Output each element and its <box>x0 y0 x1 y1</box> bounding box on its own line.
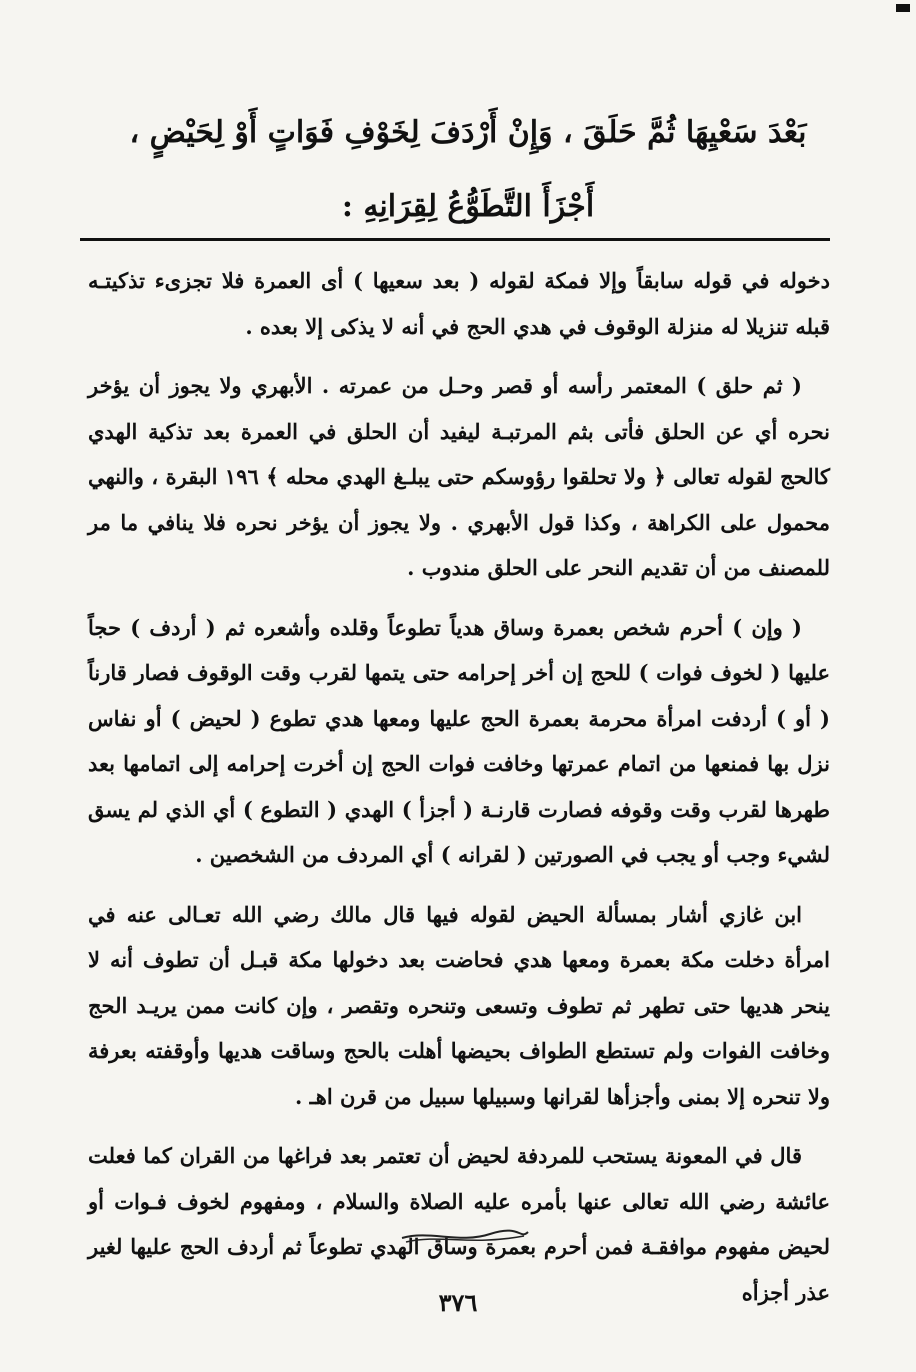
paragraph-3: ( وإن ) أحرم شخص بعمرة وساق هدياً تطوعاً وقلده وأشعره ثم ( أردف ) حجاً عليها ( لخوف فوات ) للحج إن أخر إحرامه حتى يتمها لقرب وقت الوقوف فصار قارناً ( أو ) أردفت امرأة محرمة بعمرة الحج عليها ومعها هدي تطوع ( لحيض ) أو نفاس نزل بها فمنعها من اتمام عمرتها وخافت فوات الحج إن أخرت إحرامه إلى اتمامها بعد طهرها لقرب وقت وقوفه فصارت قارنـة ( أجزأ ) الهدي ( التطوع ) أي الذي لم يسق لشيء وجب أو يجب في الصورتين ( لقرانه ) أي المردف من الشخصين . <box>88 614 830 867</box>
paragraph-2: ( ثم حلق ) المعتمر رأسه أو قصر وحـل من عمرته . الأبهري ولا يجوز أن يؤخر نحره أي عن الحلق فأتى بثم المرتبـة ليفيد أن الحلق في العمرة بعد تذكية الهدي كالحج لقوله تعالى ﴿ ولا تحلقوا رؤوسكم حتى يبلـغ الهدي محله ﴾ ١٩٦ البقرة ، والنهي محمول على الكراهة ، وكذا قول الأبهري . ولا يجوز أن يؤخر نحره فلا ينافي ما مر للمصنف من أن تقديم النحر على الحلق مندوب . <box>88 373 830 580</box>
verse-line-2: أَجْزَأَ التَّطَوُّعُ لِقِرَانِهِ : <box>341 189 595 224</box>
scan-corner-mark <box>896 4 910 12</box>
verse-block <box>110 96 826 244</box>
paragraph-4: ابن غازي أشار بمسألة الحيض لقوله فيها قال مالك رضي الله تعـالى عنه في امرأة دخلت مكة بعمرة ومعها هدي فحاضت بعد دخولها مكة قبـل أن تطوف أنه لا ينحر هديها حتى تطهر ثم تطوف وتسعى وتنحره وتقصر ، وإن كانت ممن يريـد الحج وخافت الفوات ولم تستطع الطواف بحيضها أهلت بالحج وساقت هديها وأوقفته بعرفة ولا تنحره إلا بمنى وأجزأها لقرانها وسبيلها سبيل من قرن اهـ . <box>88 901 830 1109</box>
verse-line-1: بَعْدَ سَعْيِهَا ثُمَّ حَلَقَ ، وَإِنْ أَرْدَفَ لِخَوْفِ فَوَاتٍ أَوْ لِحَيْضٍ ، <box>129 115 807 150</box>
page-number: ٣٧٦ <box>438 1288 478 1317</box>
paragraph-1: دخوله في قوله سابقاً وإلا فمكة لقوله ( بعد سعيها ) أى العمرة فلا تجزىء تذكيتـه قبله تنزيلا له منزلة الوقوف في هدي الحج في أنه لا يذكى إلا بعده . <box>88 268 830 339</box>
paragraph-5: قال في المعونة يستحب للمردفة لحيض أن تعتمر بعد فراغها من القران كما فعلت عائشة رضي الله تعالى عنها بأمره عليه الصلاة والسلام ، ومفهوم لخوف فـوات أو لحيض مفهوم موافقـة فمن أحرم بعمرة وساق الهدي تطوعاً ثم أردف الحج عليها لغير عذر أجزأه <box>88 1143 830 1305</box>
handwritten-strike-mark <box>400 1226 530 1246</box>
commentary-body <box>88 258 830 1315</box>
separator-rule <box>80 238 830 241</box>
